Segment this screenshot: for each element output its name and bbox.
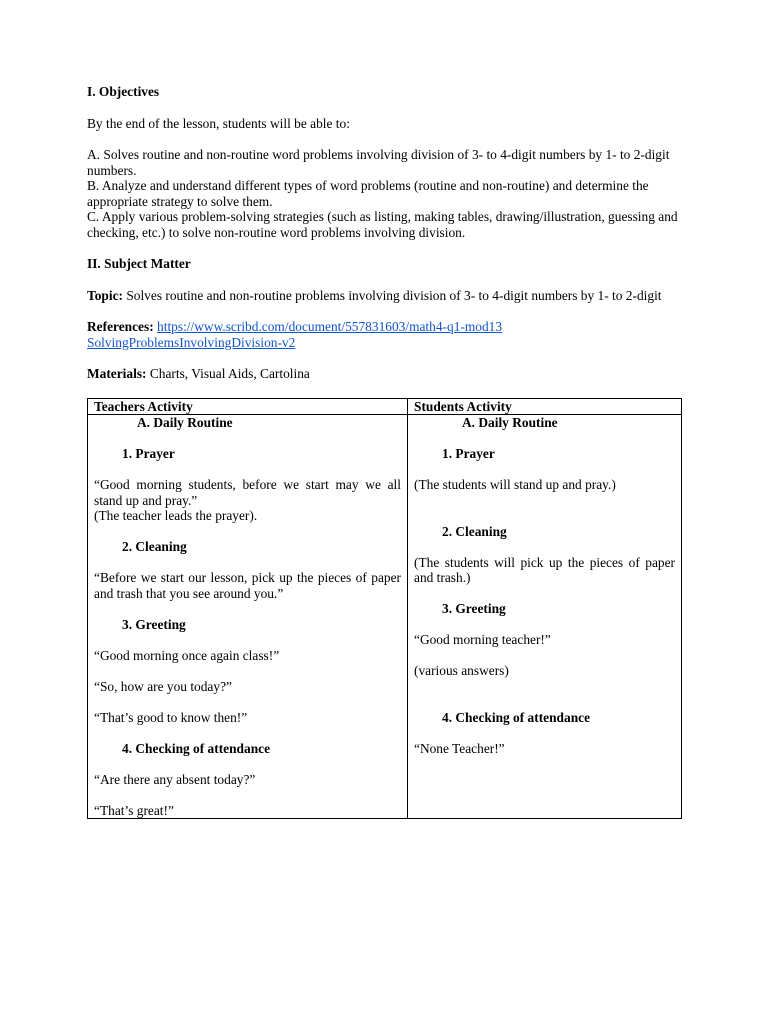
teacher-prayer-text: “Good morning students, before we start may we all stand up and pray.” [94,477,401,508]
objectives-heading: I. Objectives [87,84,160,99]
topic-line [87,288,682,304]
students-prayer-heading: 1. Prayer [442,446,495,461]
teacher-attendance-line-1: “Are there any absent today?” [94,771,256,787]
teacher-attendance-line-2: “That’s great!” [94,802,174,818]
references-line [87,319,682,350]
table-body-row [88,415,682,819]
teacher-daily-routine-heading: A. Daily Routine [137,415,233,430]
references-link-part-2: SolvingProblemsInvolvingDivision-v2 [87,334,296,350]
teacher-cleaning-heading: 2. Cleaning [122,539,187,554]
teacher-activity-cell [88,415,408,819]
objectives-intro: By the end of the lesson, students will be able to: [87,115,350,131]
references-label: References: [87,319,154,334]
objectives-list [87,147,682,240]
materials-text: Charts, Visual Aids, Cartolina [146,366,310,381]
activity-table [87,398,682,820]
teacher-greeting-line-2: “So, how are you today?” [94,678,232,694]
teacher-cleaning-text: “Before we start our lesson, pick up the pieces of paper and trash that you see around you.” [94,570,401,601]
lesson-plan-page [87,84,682,819]
objective-item-c: C. Apply various problem-solving strategies (such as listing, making tables, drawing/illustration, guessing and checking, etc.) to solve non-routine word problems involving division. [87,209,678,240]
topic-label: Topic: [87,287,123,303]
students-attendance-heading: 4. Checking of attendance [442,709,591,725]
students-activity-header: Students Activity [408,398,682,415]
table-header-row [88,398,682,415]
teacher-greeting-line-3: “That’s good to know then!” [94,709,248,725]
students-greeting-line-2: (various answers) [414,663,509,678]
subject-matter-heading: II. Subject Matter [87,256,191,271]
students-cleaning-text: (The students will pick up the pieces of paper and trash.) [414,554,675,585]
materials-label: Materials: [87,366,147,381]
materials-line [87,366,682,382]
teacher-prayer-heading: 1. Prayer [122,446,175,461]
students-cleaning-heading: 2. Cleaning [442,523,507,539]
students-greeting-heading: 3. Greeting [442,601,506,616]
objective-item-a: A. Solves routine and non-routine word problems involving division of 3- to 4-digit numbers by 1- to 2-digit numbers. [87,147,670,178]
references-link-part-1: https://www.scribd.com/document/557831603/math4-q1-mod13 [157,319,503,334]
teacher-greeting-heading: 3. Greeting [122,616,186,632]
teacher-greeting-line-1: “Good morning once again class!” [94,647,280,663]
topic-text: Solves routine and non-routine problems involving division of 3- to 4-digit numbers by 1- to 2-digit [122,287,662,303]
students-daily-routine-heading: A. Daily Routine [462,415,558,430]
students-attendance-line-1: “None Teacher!” [414,740,505,756]
objective-item-b: B. Analyze and understand different types of word problems (routine and non-routine) and determine the appropriate strategy to solve them. [87,178,649,209]
teacher-attendance-heading: 4. Checking of attendance [122,740,271,756]
students-greeting-line-1: “Good morning teacher!” [414,632,551,647]
teacher-prayer-note: (The teacher leads the prayer). [94,508,258,523]
students-prayer-text: (The students will stand up and pray.) [414,477,616,492]
teacher-activity-header: Teachers Activity [88,398,408,415]
students-activity-cell [408,415,682,819]
